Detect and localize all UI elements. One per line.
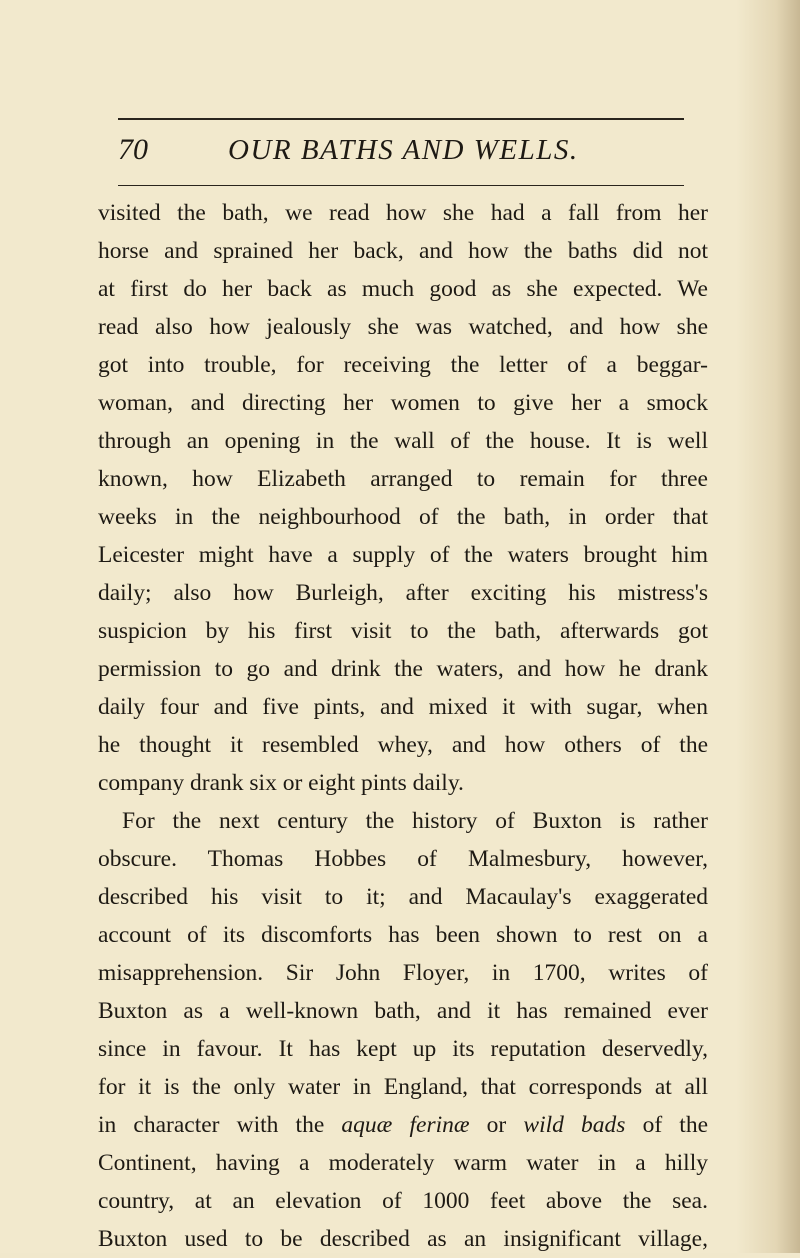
text-line: account of its discomforts has been shown to rest on a (98, 922, 708, 948)
paragraph-first-line: For the next century the history of Buxton is rather (122, 808, 708, 834)
text-segment: or (469, 1112, 524, 1138)
body-text (98, 194, 708, 1258)
running-head-title: OUR BATHS AND WELLS. (228, 134, 579, 166)
running-head (118, 128, 684, 172)
text-line: company drank six or eight pints daily. (98, 770, 464, 796)
text-line: horse and sprained her back, and how the baths did not (98, 238, 708, 264)
text-line: country, at an elevation of 1000 feet above the sea. (98, 1188, 708, 1214)
text-line: for it is the only water in England, that corresponds at all (98, 1074, 708, 1100)
text-line: weeks in the neighbourhood of the bath, in order that (98, 504, 708, 530)
text-line: misapprehension. Sir John Floyer, in 1700, writes of (98, 960, 708, 986)
head-rule (118, 185, 684, 186)
text-line: since in favour. It has kept up its reputation deservedly, (98, 1036, 708, 1062)
text-line: Leicester might have a supply of the waters brought him (98, 542, 708, 568)
text-line: described his visit to it; and Macaulay's exaggerated (98, 884, 708, 910)
text-segment: in character with the (98, 1112, 342, 1138)
page-number: 70 (118, 133, 148, 166)
text-line: Buxton used to be described as an insignificant village, (98, 1226, 708, 1252)
text-line: at first do her back as much good as she expected. We (98, 276, 708, 302)
top-rule (118, 118, 684, 120)
latin-phrase: aquæ ferinæ (341, 1112, 470, 1138)
text-segment: of the (625, 1112, 709, 1138)
text-line: obscure. Thomas Hobbes of Malmesbury, however, (98, 846, 708, 872)
text-line: read also how jealously she was watched, and how she (98, 314, 708, 340)
text-line: woman, and directing her women to give her a smock (98, 390, 708, 416)
text-line: known, how Elizabeth arranged to remain for three (98, 466, 708, 492)
text-line: permission to go and drink the waters, and how he drank (98, 656, 708, 682)
text-line: visited the bath, we read how she had a fall from her (98, 200, 708, 226)
text-line: he thought it resembled whey, and how others of the (98, 732, 708, 758)
text-line: suspicion by his first visit to the bath, afterwards got (98, 618, 708, 644)
text-line: got into trouble, for receiving the letter of a beggar- (98, 352, 708, 378)
text-line: daily; also how Burleigh, after exciting his mistress's (98, 580, 708, 606)
text-line: daily four and five pints, and mixed it with sugar, when (98, 694, 708, 720)
text-line: Buxton as a well-known bath, and it has remained ever (98, 998, 708, 1024)
german-phrase: wild bads (523, 1112, 626, 1138)
text-line-with-italics (98, 1106, 708, 1144)
text-line: through an opening in the wall of the house. It is well (98, 428, 708, 454)
text-line: Continent, having a moderately warm water in a hilly (98, 1150, 708, 1176)
